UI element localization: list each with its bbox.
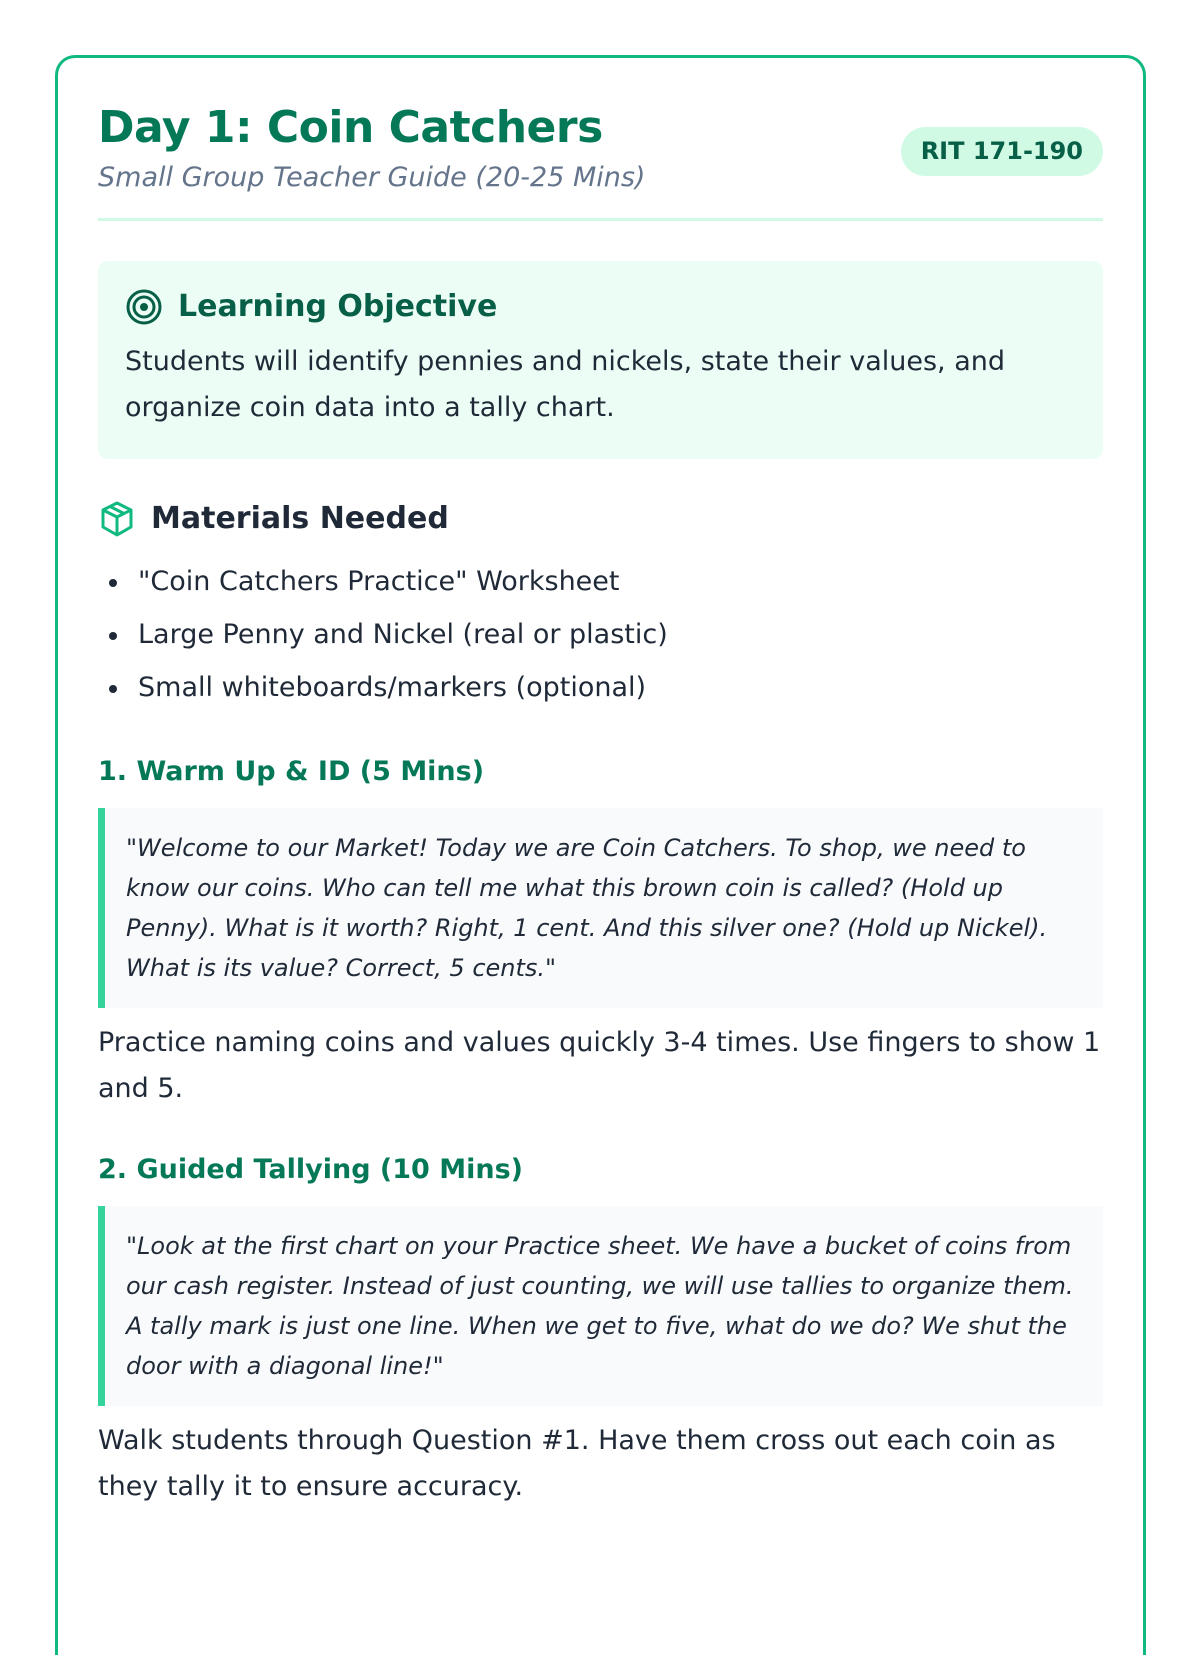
material-item-label: "Coin Catchers Practice" Worksheet	[138, 566, 620, 597]
target-icon	[125, 288, 163, 326]
materials-heading	[98, 499, 1103, 539]
step-note: Practice naming coins and values quickly 3-4 times. Use fingers to show 1 and 5.	[98, 1027, 1101, 1104]
bullet-icon	[109, 632, 117, 640]
rit-badge: RIT 171-190	[901, 127, 1103, 176]
learning-objective-box	[98, 261, 1103, 459]
step-warm-up	[98, 752, 1103, 1112]
page-subtitle: Small Group Teacher Guide (20-25 Mins)	[98, 162, 646, 193]
list-item	[98, 608, 1103, 661]
objective-text: Students will identify pennies and nickels, state their values, and organize coin data into a tally chart.	[125, 346, 1005, 423]
materials-list	[98, 555, 1103, 714]
list-item	[98, 661, 1103, 714]
step-guided-tallying	[98, 1150, 1103, 1510]
material-item-label: Large Penny and Nickel (real or plastic)	[138, 619, 668, 650]
step-title: 2. Guided Tallying (10 Mins)	[98, 1154, 523, 1185]
step-note: Walk students through Question #1. Have them cross out each coin as they tally it to ensure accuracy.	[98, 1425, 1056, 1502]
package-icon	[98, 500, 136, 538]
lesson-card	[55, 55, 1146, 1655]
objective-heading-label: Learning Objective	[178, 289, 498, 324]
objective-heading	[125, 287, 1076, 327]
material-item-label: Small whiteboards/markers (optional)	[138, 672, 647, 703]
bullet-icon	[109, 579, 117, 587]
teacher-script-quote: "Look at the first chart on your Practice sheet. We have a bucket of coins from our cash register. Instead of just counting, we will use tallies to organize them. A tally mark is just one line. When we get to five, what do we do? We shut the door with a diagonal line!"	[98, 1206, 1103, 1406]
materials-section	[98, 499, 1103, 714]
page-title: Day 1: Coin Catchers	[98, 102, 603, 153]
materials-heading-label: Materials Needed	[151, 501, 449, 536]
lesson-header	[98, 98, 1103, 221]
bullet-icon	[109, 685, 117, 693]
step-title: 1. Warm Up & ID (5 Mins)	[98, 756, 485, 787]
teacher-script-quote: "Welcome to our Market! Today we are Coin Catchers. To shop, we need to know our coins. Who can tell me what this brown coin is called? (Hold up Penny). What is it worth? Right, 1 cent. And this silver one? (Hold up Nickel). What is its value? Correct, 5 cents."	[98, 808, 1103, 1008]
list-item	[98, 555, 1103, 608]
